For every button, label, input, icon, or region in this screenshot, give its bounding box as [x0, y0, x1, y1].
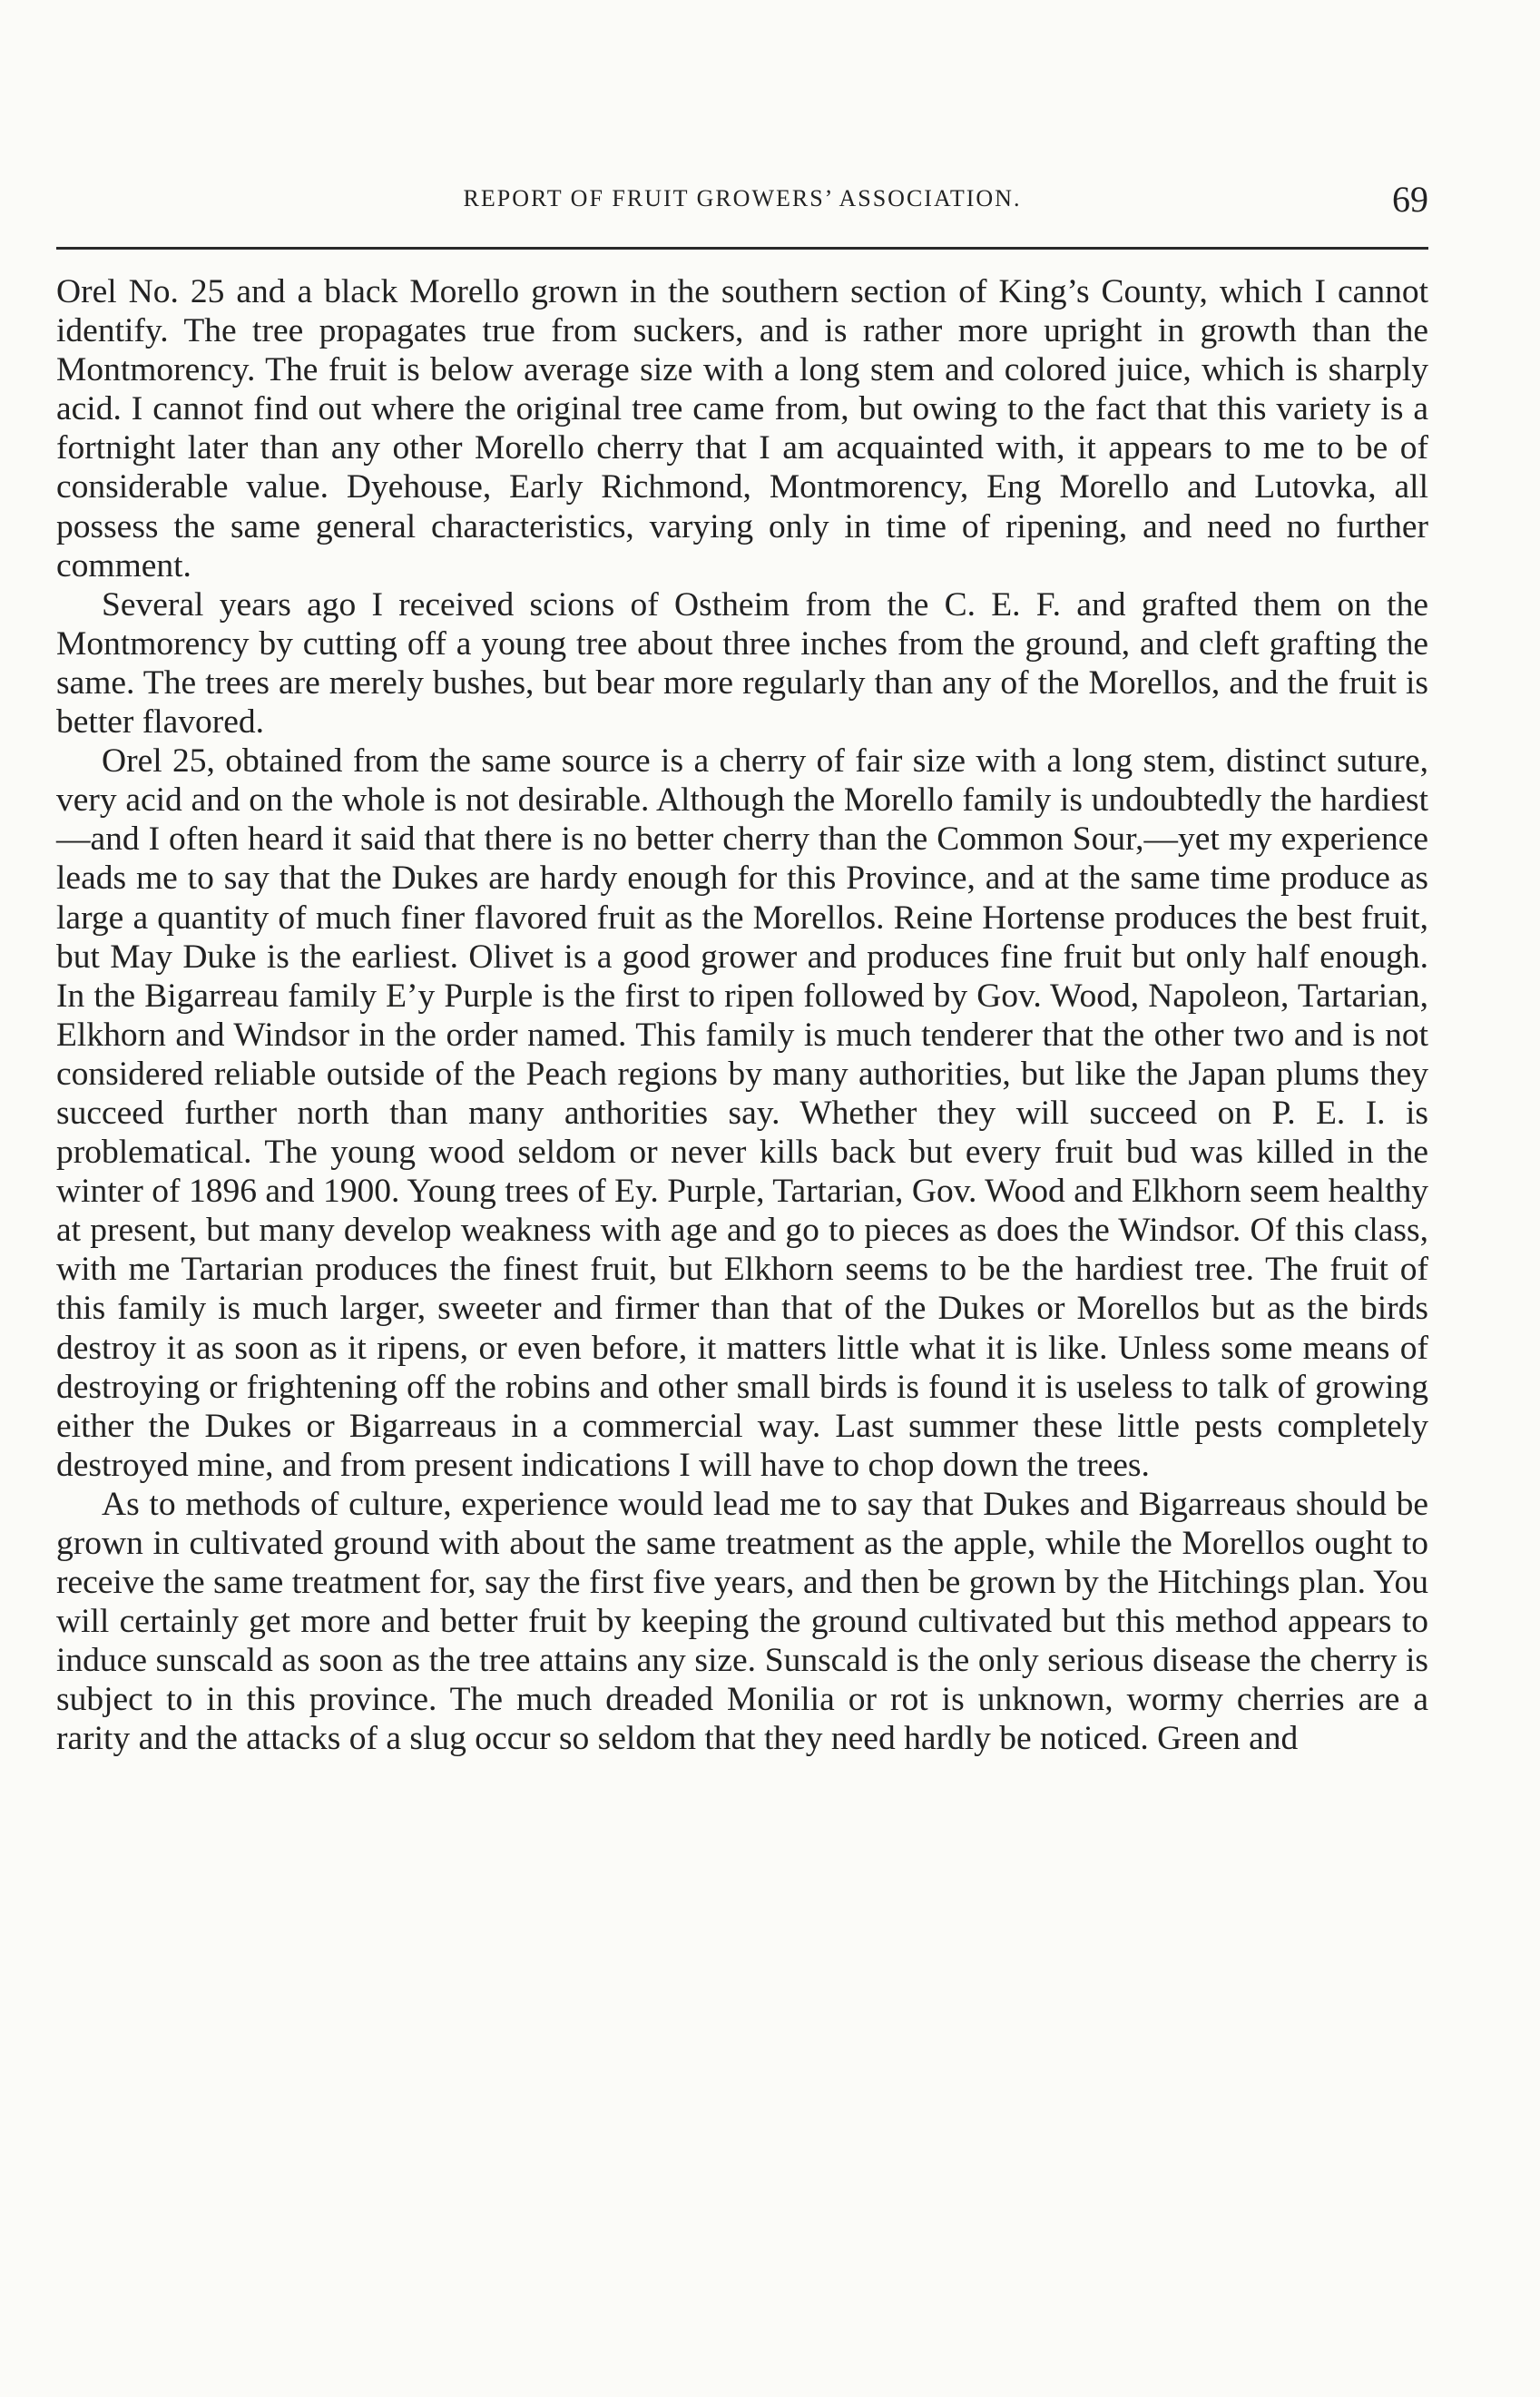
body-text [56, 272, 1428, 1759]
paragraph: As to methods of culture, experience would lead me to say that Dukes and Bigarreaus should be grown in cultivated ground with about the same treatment as the apple, while the Morellos ought to receive the same treatment for, say the first five years, and then be grown by the Hitchings plan. You will certainly get more and better fruit by keeping the ground cultivated but this method appears to induce sunscald as soon as the tree attains any size. Sunscald is the only serious disease the cherry is subject to in this province. The much dreaded Monilia or rot is unknown, wormy cherries are a rarity and the attacks of a slug occur so seldom that they need hardly be noticed. Green and [56, 1485, 1428, 1758]
paragraph: Orel No. 25 and a black Morello grown in the southern section of King’s County, which I cannot identify. The tree propagates true from suckers, and is rather more upright in growth than the Montmorency. The fruit is below average size with a long stem and colored juice, which is sharply acid. I cannot find out where the original tree came from, but owing to the fact that this variety is a fortnight later than any other Morello cherry that I am acquainted with, it appears to me to be of considerable value. Dyehouse, Early Richmond, Montmorency, Eng Morello and Lutovka, all possess the same general characteristics, varying only in time of ripening, and need no further comment. [56, 273, 1428, 585]
running-head: REPORT OF FRUIT GROWERS’ ASSOCIATION. [463, 185, 1022, 211]
paragraph: Several years ago I received scions of Ostheim from the C. E. F. and grafted them on the Montmorency by cutting off a young tree about three inches from the ground, and cleft grafting the same. The trees are merely bushes, but bear more regularly than any of the Morellos, and the fruit is better flavored. [56, 585, 1428, 742]
header-rule [56, 247, 1428, 250]
page-number: 69 [1392, 179, 1428, 220]
page-header [56, 178, 1428, 232]
paragraph: Orel 25, obtained from the same source is a cherry of fair size with a long stem, distinct suture, very acid and on the whole is not desirable. Although the Morello family is undoubtedly the hardiest—and I often heard it said that there is no better cherry than the Common Sour,—yet my experience leads me to say that the Dukes are hardy enough for this Province, and at the same time produce as large a quantity of much finer flavored fruit as the Morellos. Reine Hortense produces the best fruit, but May Duke is the earliest. Olivet is a good grower and produces fine fruit but only half enough. In the Bigarreau family E’y Purple is the first to ripen followed by Gov. Wood, Napoleon, Tartarian, Elkhorn and Windsor in the order named. This family is much tenderer that the other two and is not considered reliable outside of the Peach regions by many authorities, but like the Japan plums they succeed further north than many anthorities say. Whether they will succeed on P. E. I. is problematical. The young wood seldom or never kills back but every fruit bud was killed in the winter of 1896 and 1900. Young trees of Ey. Purple, Tartarian, Gov. Wood and Elkhorn seem healthy at present, but many develop weakness with age and go to pieces as does the Windsor. Of this class, with me Tartarian produces the finest fruit, but Elkhorn seems to be the hardiest tree. The fruit of this family is much larger, sweeter and firmer than that of the Dukes or Morellos but as the birds destroy it as soon as it ripens, or even before, it matters little what it is like. Unless some means of destroying or frightening off the robins and other small birds is found it is useless to talk of growing either the Dukes or Bigarreaus in a commercial way. Last summer these little pests completely destroyed mine, and from present indications I will have to chop down the trees. [56, 742, 1428, 1484]
